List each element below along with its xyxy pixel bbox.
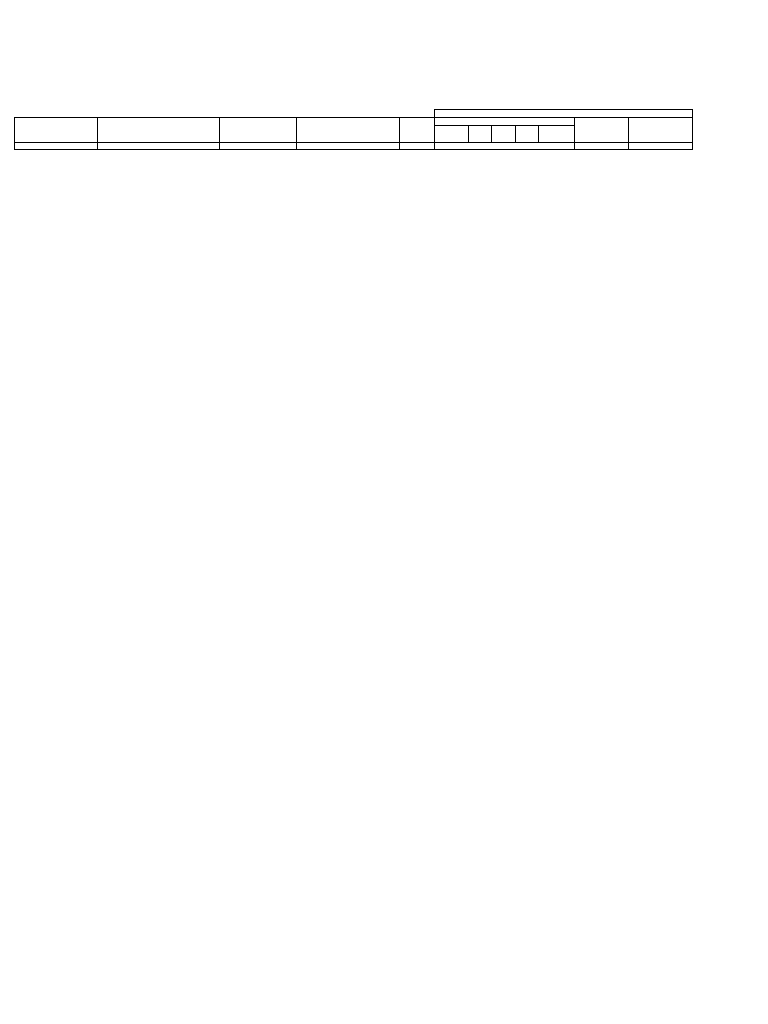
timeframe-header bbox=[400, 118, 435, 143]
column-number bbox=[575, 143, 629, 150]
year4-header bbox=[515, 126, 538, 143]
column-number bbox=[15, 143, 98, 150]
technical-support-header bbox=[575, 118, 629, 143]
implementation-details-header bbox=[435, 110, 693, 118]
funding-requirements-header bbox=[435, 118, 575, 126]
column-number bbox=[219, 143, 296, 150]
year5-header bbox=[539, 126, 575, 143]
year1-header bbox=[435, 126, 469, 143]
funding-source-header bbox=[629, 118, 693, 143]
priority-header bbox=[97, 118, 219, 143]
output-header bbox=[297, 118, 400, 143]
column-number bbox=[629, 143, 693, 150]
functions-header bbox=[15, 118, 98, 143]
target-header bbox=[219, 118, 296, 143]
column-number bbox=[400, 143, 435, 150]
column-number bbox=[297, 143, 400, 150]
year3-header bbox=[492, 126, 515, 143]
requirements-table-1 bbox=[14, 109, 693, 150]
column-number bbox=[97, 143, 219, 150]
column-number bbox=[435, 143, 575, 150]
year2-header bbox=[469, 126, 492, 143]
